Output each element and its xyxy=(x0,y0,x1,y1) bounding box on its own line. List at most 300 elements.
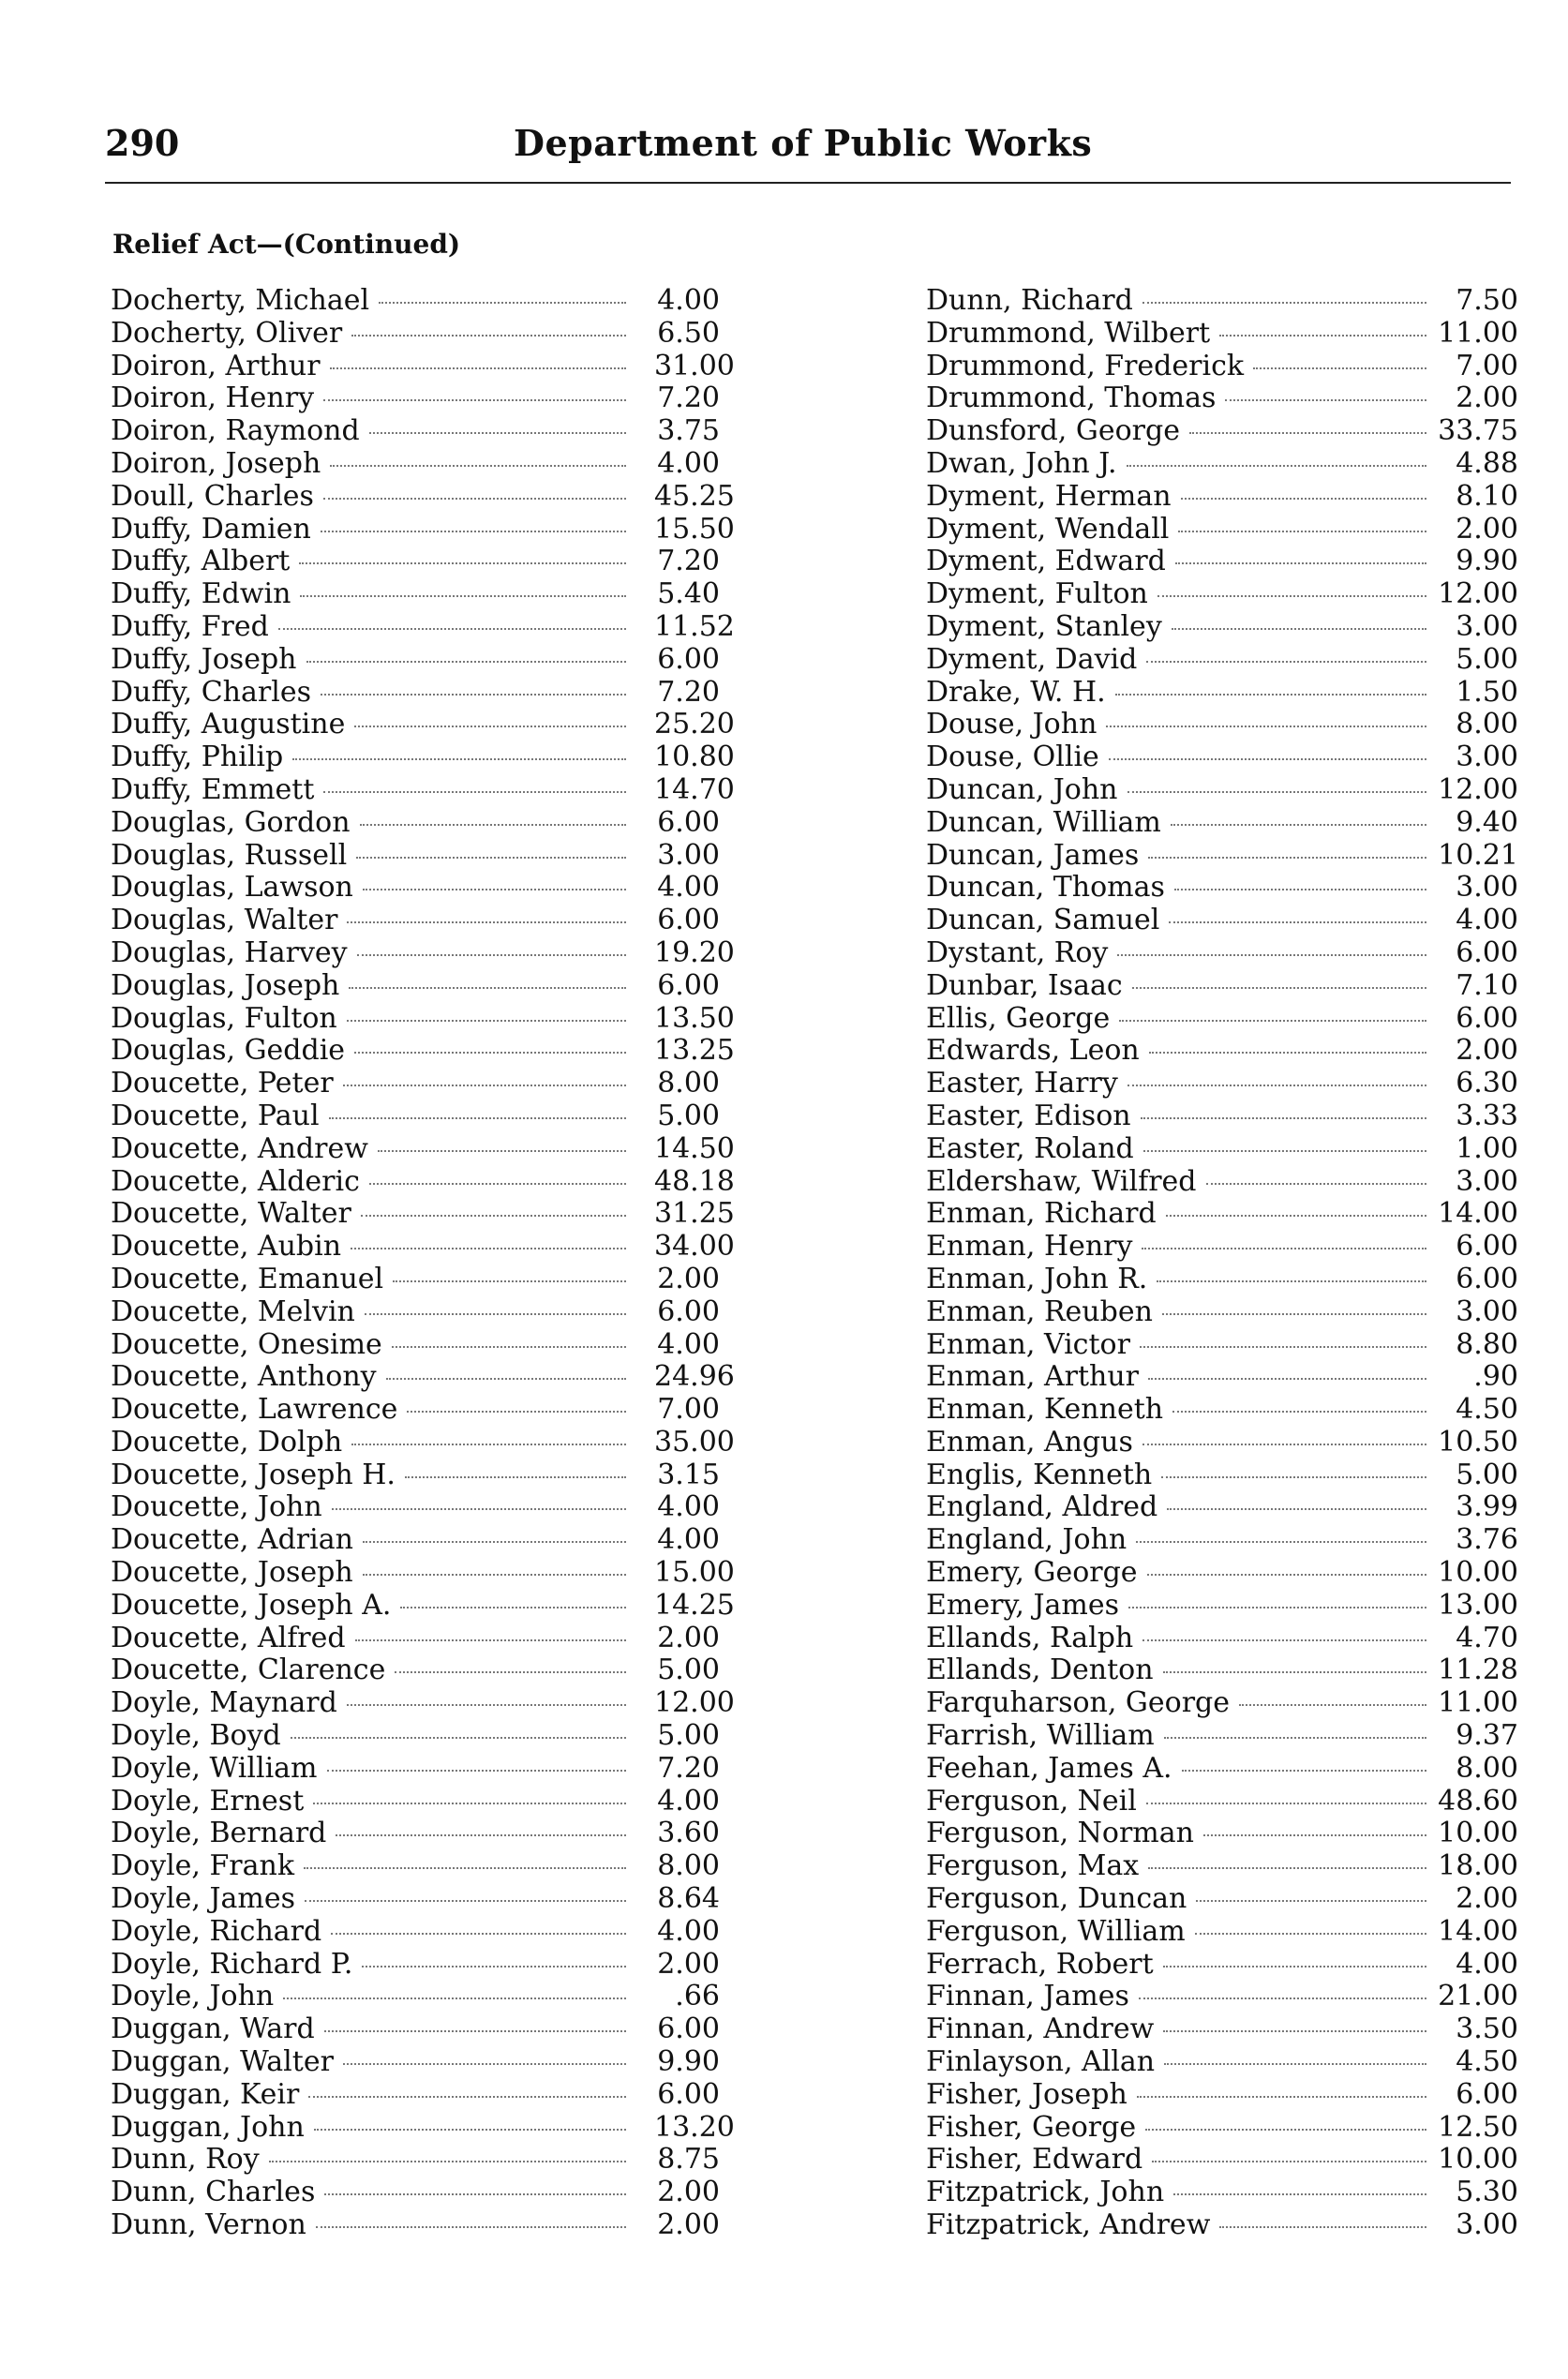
dot-leader xyxy=(1161,1476,1426,1478)
payee-name: Doucette, Joseph A. xyxy=(111,1588,392,1622)
dot-leader xyxy=(1219,2226,1426,2228)
payment-amount: 2.00 xyxy=(657,1621,720,1654)
list-item xyxy=(111,1197,735,1231)
dot-leader xyxy=(360,824,626,826)
payment-amount: 3.00 xyxy=(657,838,720,872)
payment-amount: 19.20 xyxy=(654,935,735,969)
list-item xyxy=(111,772,735,807)
list-item xyxy=(926,2046,1518,2079)
dot-leader xyxy=(1172,628,1426,630)
dot-leader xyxy=(369,1183,626,1185)
list-item xyxy=(111,1100,720,1133)
dot-leader xyxy=(323,399,626,401)
payee-name: Doucette, Adrian xyxy=(111,1523,353,1557)
payment-amount: 14.25 xyxy=(654,1588,735,1622)
payee-name: Doucette, Aubin xyxy=(111,1230,342,1264)
list-item xyxy=(926,840,1518,873)
payment-amount: 14.70 xyxy=(654,772,735,806)
list-item xyxy=(111,741,735,774)
payment-amount: 4.00 xyxy=(657,446,720,480)
payee-name: Duggan, John xyxy=(111,2110,305,2144)
list-item xyxy=(926,1916,1518,1949)
list-item xyxy=(111,448,720,481)
list-item xyxy=(111,512,735,546)
payee-name: Duffy, Albert xyxy=(111,545,291,578)
dot-leader xyxy=(1157,595,1426,597)
list-item xyxy=(926,2013,1518,2046)
list-item xyxy=(926,807,1518,840)
payee-name: Duffy, Edwin xyxy=(111,577,291,611)
payee-name: Enman, Angus xyxy=(926,1425,1133,1459)
list-item xyxy=(926,1949,1518,1982)
dot-leader xyxy=(351,335,626,337)
list-item xyxy=(111,2046,720,2079)
list-item xyxy=(111,1001,735,1036)
dot-leader xyxy=(1106,726,1426,727)
payee-name: Duggan, Keir xyxy=(111,2077,300,2111)
list-item xyxy=(926,448,1518,481)
payment-amount: 35.00 xyxy=(654,1425,735,1459)
payment-amount: 10.50 xyxy=(1438,1425,1518,1459)
dot-leader xyxy=(1169,921,1426,923)
list-item xyxy=(926,351,1518,383)
page-number: 290 xyxy=(105,122,180,164)
payment-amount: 7.00 xyxy=(657,1393,720,1427)
payment-amount: 4.00 xyxy=(1456,1947,1518,1981)
list-item xyxy=(111,1524,720,1557)
payee-name: Doucette, Onesime xyxy=(111,1327,382,1361)
payment-amount: 8.64 xyxy=(657,1882,720,1916)
list-item xyxy=(111,1394,720,1427)
payee-name: Fisher, Joseph xyxy=(926,2077,1127,2111)
payment-amount: 1.50 xyxy=(1456,675,1518,709)
payee-name: Eldershaw, Wilfred xyxy=(926,1164,1197,1198)
payee-name: Duffy, Damien xyxy=(111,512,311,546)
list-item xyxy=(926,709,1518,741)
dot-leader xyxy=(330,367,626,369)
payment-amount: 2.00 xyxy=(657,2208,720,2242)
dot-leader xyxy=(308,2096,626,2098)
payee-name: Docherty, Michael xyxy=(111,284,370,317)
payment-amount: 2.00 xyxy=(657,1947,720,1981)
payee-name: Enman, Henry xyxy=(926,1230,1133,1264)
list-item xyxy=(111,546,720,578)
dot-leader xyxy=(386,1378,626,1380)
list-item xyxy=(111,1753,720,1786)
list-item xyxy=(111,2013,720,2046)
payment-amount: 7.20 xyxy=(657,1751,720,1785)
payee-name: Dunn, Richard xyxy=(926,284,1133,317)
list-item xyxy=(111,1623,720,1655)
list-item xyxy=(111,318,720,351)
dot-leader xyxy=(347,1020,626,1022)
list-item xyxy=(926,2209,1518,2242)
list-item xyxy=(111,1230,735,1264)
payee-name: Dyment, David xyxy=(926,642,1138,676)
payment-amount: 4.00 xyxy=(657,1523,720,1557)
dot-leader xyxy=(363,1541,626,1543)
payee-name: Douse, John xyxy=(926,708,1098,741)
dot-leader xyxy=(1196,1900,1426,1902)
dot-leader xyxy=(1172,1411,1426,1413)
dot-leader xyxy=(407,1411,626,1413)
dot-leader xyxy=(1163,2030,1426,2032)
payment-amount: 10.21 xyxy=(1438,838,1518,872)
payee-name: Doiron, Raymond xyxy=(111,414,360,448)
payee-name: Duggan, Walter xyxy=(111,2045,334,2079)
list-item xyxy=(926,382,1518,415)
dot-leader xyxy=(1253,367,1426,369)
list-item xyxy=(926,611,1518,644)
payment-amount: 6.00 xyxy=(1456,1230,1518,1264)
payment-amount: 3.99 xyxy=(1456,1490,1518,1524)
dot-leader xyxy=(332,1508,626,1510)
dot-leader xyxy=(283,1997,626,1999)
payment-amount: 4.88 xyxy=(1456,446,1518,480)
payee-name: Enman, Kenneth xyxy=(926,1393,1164,1427)
payment-amount: 2.00 xyxy=(1456,382,1518,415)
list-item xyxy=(926,1459,1518,1492)
payee-name: Duncan, William xyxy=(926,805,1161,839)
payment-amount: 13.25 xyxy=(654,1034,735,1068)
payee-name: Douglas, Walter xyxy=(111,904,338,937)
payment-amount: 3.75 xyxy=(657,414,720,448)
payee-name: Doiron, Henry xyxy=(111,382,315,415)
payment-amount: 14.00 xyxy=(1438,1914,1518,1948)
payee-name: Ferguson, Max xyxy=(926,1849,1140,1883)
payment-amount: 48.60 xyxy=(1438,1784,1518,1818)
dot-leader xyxy=(1164,1737,1426,1739)
payee-name: Doucette, Peter xyxy=(111,1067,334,1100)
list-item xyxy=(926,677,1518,710)
dot-leader xyxy=(1166,1215,1426,1217)
dot-leader xyxy=(363,889,626,890)
payee-name: Duncan, John xyxy=(926,772,1118,806)
list-item xyxy=(926,1100,1518,1133)
payee-name: Ellands, Denton xyxy=(926,1653,1154,1687)
payment-amount: 10.80 xyxy=(654,741,735,774)
list-item xyxy=(926,1361,1518,1394)
dot-leader xyxy=(1145,2129,1426,2131)
list-item xyxy=(111,905,720,937)
list-item xyxy=(926,2112,1518,2145)
payment-amount: 8.10 xyxy=(1456,479,1518,513)
payee-name: England, Aldred xyxy=(926,1490,1158,1524)
dot-leader xyxy=(1146,1803,1426,1804)
list-item xyxy=(111,1164,735,1199)
payment-amount: 12.00 xyxy=(654,1686,735,1720)
payment-amount: 6.00 xyxy=(1456,935,1518,969)
payee-name: Feehan, James A. xyxy=(926,1751,1172,1785)
dot-leader xyxy=(336,1834,626,1836)
list-item xyxy=(111,840,720,873)
payment-amount: 5.00 xyxy=(657,1719,720,1753)
payee-name: Duffy, Augustine xyxy=(111,708,346,741)
payee-name: Duffy, Emmett xyxy=(111,772,315,806)
dot-leader xyxy=(1142,302,1426,304)
dot-leader xyxy=(378,1150,626,1152)
list-item xyxy=(926,1166,1518,1199)
dot-leader xyxy=(392,1346,626,1348)
list-item xyxy=(111,935,735,970)
dot-leader xyxy=(1146,661,1426,663)
list-item xyxy=(926,741,1518,774)
list-item xyxy=(111,1654,720,1687)
list-item xyxy=(926,1720,1518,1753)
list-item xyxy=(926,774,1518,807)
dot-leader xyxy=(314,2129,626,2131)
list-item xyxy=(111,1850,720,1883)
list-item xyxy=(111,677,720,710)
payee-name: Easter, Roland xyxy=(926,1131,1134,1165)
payment-amount: 10.00 xyxy=(1438,1556,1518,1590)
dot-leader xyxy=(357,954,626,956)
payment-amount: 11.28 xyxy=(1438,1653,1518,1687)
dot-leader xyxy=(1137,2096,1426,2098)
payee-name: Doyle, Richard P. xyxy=(111,1947,353,1981)
list-item xyxy=(111,1491,720,1524)
dot-leader xyxy=(1164,2063,1426,2065)
dot-leader xyxy=(379,302,626,304)
dot-leader xyxy=(1109,758,1426,760)
payee-name: Dyment, Stanley xyxy=(926,609,1162,643)
dot-leader xyxy=(1147,1574,1426,1576)
payee-name: Enman, Arthur xyxy=(926,1360,1139,1394)
payee-name: Doucette, John xyxy=(111,1490,322,1524)
payee-name: Doyle, Boyd xyxy=(111,1719,281,1753)
payment-amount: 6.00 xyxy=(657,968,720,1002)
dot-leader xyxy=(306,661,627,663)
payment-amount: 6.00 xyxy=(657,642,720,676)
payment-amount: 3.00 xyxy=(1456,871,1518,905)
payment-amount: 2.00 xyxy=(1456,1882,1518,1916)
dot-leader xyxy=(278,628,626,630)
payment-amount: 6.50 xyxy=(657,316,720,350)
dot-leader xyxy=(354,1052,626,1054)
payee-name: Ferguson, William xyxy=(926,1914,1186,1948)
dot-leader xyxy=(1127,1085,1426,1086)
dot-leader xyxy=(1132,987,1426,989)
list-item xyxy=(926,644,1518,677)
page-title: Department of Public Works xyxy=(514,122,1093,164)
dot-leader xyxy=(305,1900,626,1902)
payment-amount: 4.00 xyxy=(657,1327,720,1361)
payee-name: Fisher, George xyxy=(926,2110,1137,2144)
dot-leader xyxy=(1140,1346,1426,1348)
dot-leader xyxy=(300,595,626,597)
dot-leader xyxy=(327,1770,626,1772)
payment-amount: 3.00 xyxy=(1456,1294,1518,1328)
list-item xyxy=(926,1981,1518,2013)
payee-name: Douglas, Gordon xyxy=(111,805,351,839)
dot-leader xyxy=(313,1803,626,1804)
payee-name: Dunsford, George xyxy=(926,414,1180,448)
list-item xyxy=(926,1329,1518,1362)
payment-amount: 8.00 xyxy=(657,1849,720,1883)
list-item xyxy=(926,905,1518,937)
dot-leader xyxy=(331,1933,626,1935)
payment-amount: 3.50 xyxy=(1456,2012,1518,2046)
payment-amount: 4.50 xyxy=(1456,2045,1518,2079)
dot-leader xyxy=(330,465,626,467)
list-item xyxy=(926,1818,1518,1850)
payment-amount: 6.00 xyxy=(657,1294,720,1328)
dot-leader xyxy=(1206,1183,1427,1185)
payee-name: Easter, Edison xyxy=(926,1099,1131,1132)
payment-amount: 4.00 xyxy=(1456,904,1518,937)
payment-amount: 7.20 xyxy=(657,545,720,578)
dot-leader xyxy=(1142,1639,1426,1641)
payee-name: Doucette, Melvin xyxy=(111,1294,355,1328)
dot-leader xyxy=(299,562,626,564)
payment-amount: 5.30 xyxy=(1456,2176,1518,2209)
payee-name: Doiron, Arthur xyxy=(111,349,321,382)
list-item xyxy=(926,1590,1518,1623)
payment-amount: 33.75 xyxy=(1438,414,1518,448)
list-item xyxy=(111,1296,720,1329)
payee-name: Duggan, Ward xyxy=(111,2012,315,2046)
dot-leader xyxy=(1182,1770,1426,1772)
payment-amount: 11.00 xyxy=(1438,1686,1518,1720)
payment-amount: 7.10 xyxy=(1456,968,1518,1002)
payee-name: Docherty, Oliver xyxy=(111,316,343,350)
list-item xyxy=(111,1883,720,1916)
list-item xyxy=(926,1427,1518,1459)
dot-leader xyxy=(1157,1280,1426,1282)
payment-amount: 11.52 xyxy=(654,609,735,643)
payee-name: Enman, Reuben xyxy=(926,1294,1153,1328)
list-item xyxy=(926,1035,1518,1068)
payment-amount: 3.00 xyxy=(1456,2208,1518,2242)
payment-amount: 3.33 xyxy=(1456,1099,1518,1132)
list-item xyxy=(111,1981,720,2013)
payment-amount: .90 xyxy=(1473,1360,1518,1394)
dot-leader xyxy=(1181,498,1426,500)
payee-name: Douglas, Geddie xyxy=(111,1034,346,1068)
payment-amount: 4.00 xyxy=(657,1914,720,1948)
dot-leader xyxy=(1173,2193,1426,2195)
list-item xyxy=(926,1068,1518,1100)
payee-name: Douglas, Joseph xyxy=(111,968,340,1002)
payment-amount: 10.00 xyxy=(1438,1817,1518,1850)
dot-leader xyxy=(1203,1834,1426,1836)
payment-amount: 13.50 xyxy=(654,1001,735,1035)
payment-amount: 12.50 xyxy=(1438,2110,1518,2144)
dot-leader xyxy=(347,921,626,923)
payee-name: Englis, Kenneth xyxy=(926,1458,1153,1491)
payment-amount: 45.25 xyxy=(654,479,735,513)
dot-leader xyxy=(369,432,626,434)
payee-name: Ellis, George xyxy=(926,1001,1111,1035)
list-item xyxy=(926,1687,1518,1720)
payee-name: Dystant, Roy xyxy=(926,935,1109,969)
dot-leader xyxy=(1219,335,1426,337)
list-item xyxy=(111,2144,720,2177)
payment-amount: 10.00 xyxy=(1438,2143,1518,2177)
payee-name: Doucette, Lawrence xyxy=(111,1393,398,1427)
payee-name: Duncan, Samuel xyxy=(926,904,1160,937)
payment-amount: 4.00 xyxy=(657,284,720,317)
payment-amount: 24.96 xyxy=(654,1360,735,1394)
payment-amount: 4.00 xyxy=(657,1784,720,1818)
payment-amount: 6.00 xyxy=(657,2012,720,2046)
payment-amount: 3.15 xyxy=(657,1458,720,1491)
list-item xyxy=(926,1623,1518,1655)
dot-leader xyxy=(1142,1444,1426,1445)
list-item xyxy=(111,1034,735,1068)
dot-leader xyxy=(1148,857,1426,859)
payment-amount: 7.50 xyxy=(1456,284,1518,317)
payee-name: Duffy, Philip xyxy=(111,741,284,774)
payment-amount: 4.50 xyxy=(1456,1393,1518,1427)
dot-leader xyxy=(1171,824,1426,826)
payee-name: Dyment, Fulton xyxy=(926,577,1148,611)
list-item xyxy=(926,285,1518,318)
list-item xyxy=(926,1786,1518,1818)
payee-name: England, John xyxy=(926,1523,1127,1557)
payee-name: Finlayson, Allan xyxy=(926,2045,1156,2079)
list-item xyxy=(926,1198,1518,1231)
payee-name: Ferguson, Norman xyxy=(926,1817,1194,1850)
dot-leader xyxy=(365,1313,626,1315)
list-item xyxy=(111,1459,720,1492)
dot-leader xyxy=(1127,791,1426,793)
dot-leader xyxy=(1178,531,1426,532)
dot-leader xyxy=(361,1215,626,1217)
list-item xyxy=(926,1133,1518,1166)
payment-amount: 5.00 xyxy=(1456,642,1518,676)
payee-name: Drummond, Frederick xyxy=(926,349,1245,382)
list-item xyxy=(926,578,1518,611)
payee-name: Doyle, Richard xyxy=(111,1914,322,1948)
payment-amount: 3.76 xyxy=(1456,1523,1518,1557)
payment-amount: 8.80 xyxy=(1456,1327,1518,1361)
payee-name: Fitzpatrick, John xyxy=(926,2176,1165,2209)
list-item xyxy=(926,415,1518,448)
dot-leader xyxy=(1142,1248,1426,1249)
list-item xyxy=(111,578,720,611)
payee-name: Ellands, Ralph xyxy=(926,1621,1134,1654)
payment-amount: 15.50 xyxy=(654,512,735,546)
dot-leader xyxy=(1189,432,1426,434)
dot-leader xyxy=(1143,1150,1426,1152)
payee-name: Doyle, Bernard xyxy=(111,1817,327,1850)
list-item xyxy=(926,2079,1518,2112)
left-column-list xyxy=(111,285,767,2242)
payee-name: Doucette, Dolph xyxy=(111,1425,343,1459)
dot-leader xyxy=(405,1476,626,1478)
list-item xyxy=(926,970,1518,1003)
list-item xyxy=(111,2177,720,2209)
list-item xyxy=(111,1588,735,1623)
payment-amount: 6.00 xyxy=(657,2077,720,2111)
dot-leader xyxy=(351,1248,626,1249)
payee-name: Drummond, Thomas xyxy=(926,382,1217,415)
payment-amount: 5.00 xyxy=(657,1653,720,1687)
payee-name: Doyle, Frank xyxy=(111,1849,295,1883)
list-item xyxy=(111,349,735,383)
list-item xyxy=(111,1916,720,1949)
dot-leader xyxy=(1175,562,1426,564)
list-item xyxy=(926,1003,1518,1036)
payment-amount: 48.18 xyxy=(654,1164,735,1198)
payment-amount: 9.90 xyxy=(657,2045,720,2079)
list-item xyxy=(926,937,1518,970)
list-item xyxy=(111,1425,735,1459)
payment-amount: 14.00 xyxy=(1438,1197,1518,1231)
dot-leader xyxy=(354,726,626,727)
dot-leader xyxy=(1163,1671,1426,1673)
